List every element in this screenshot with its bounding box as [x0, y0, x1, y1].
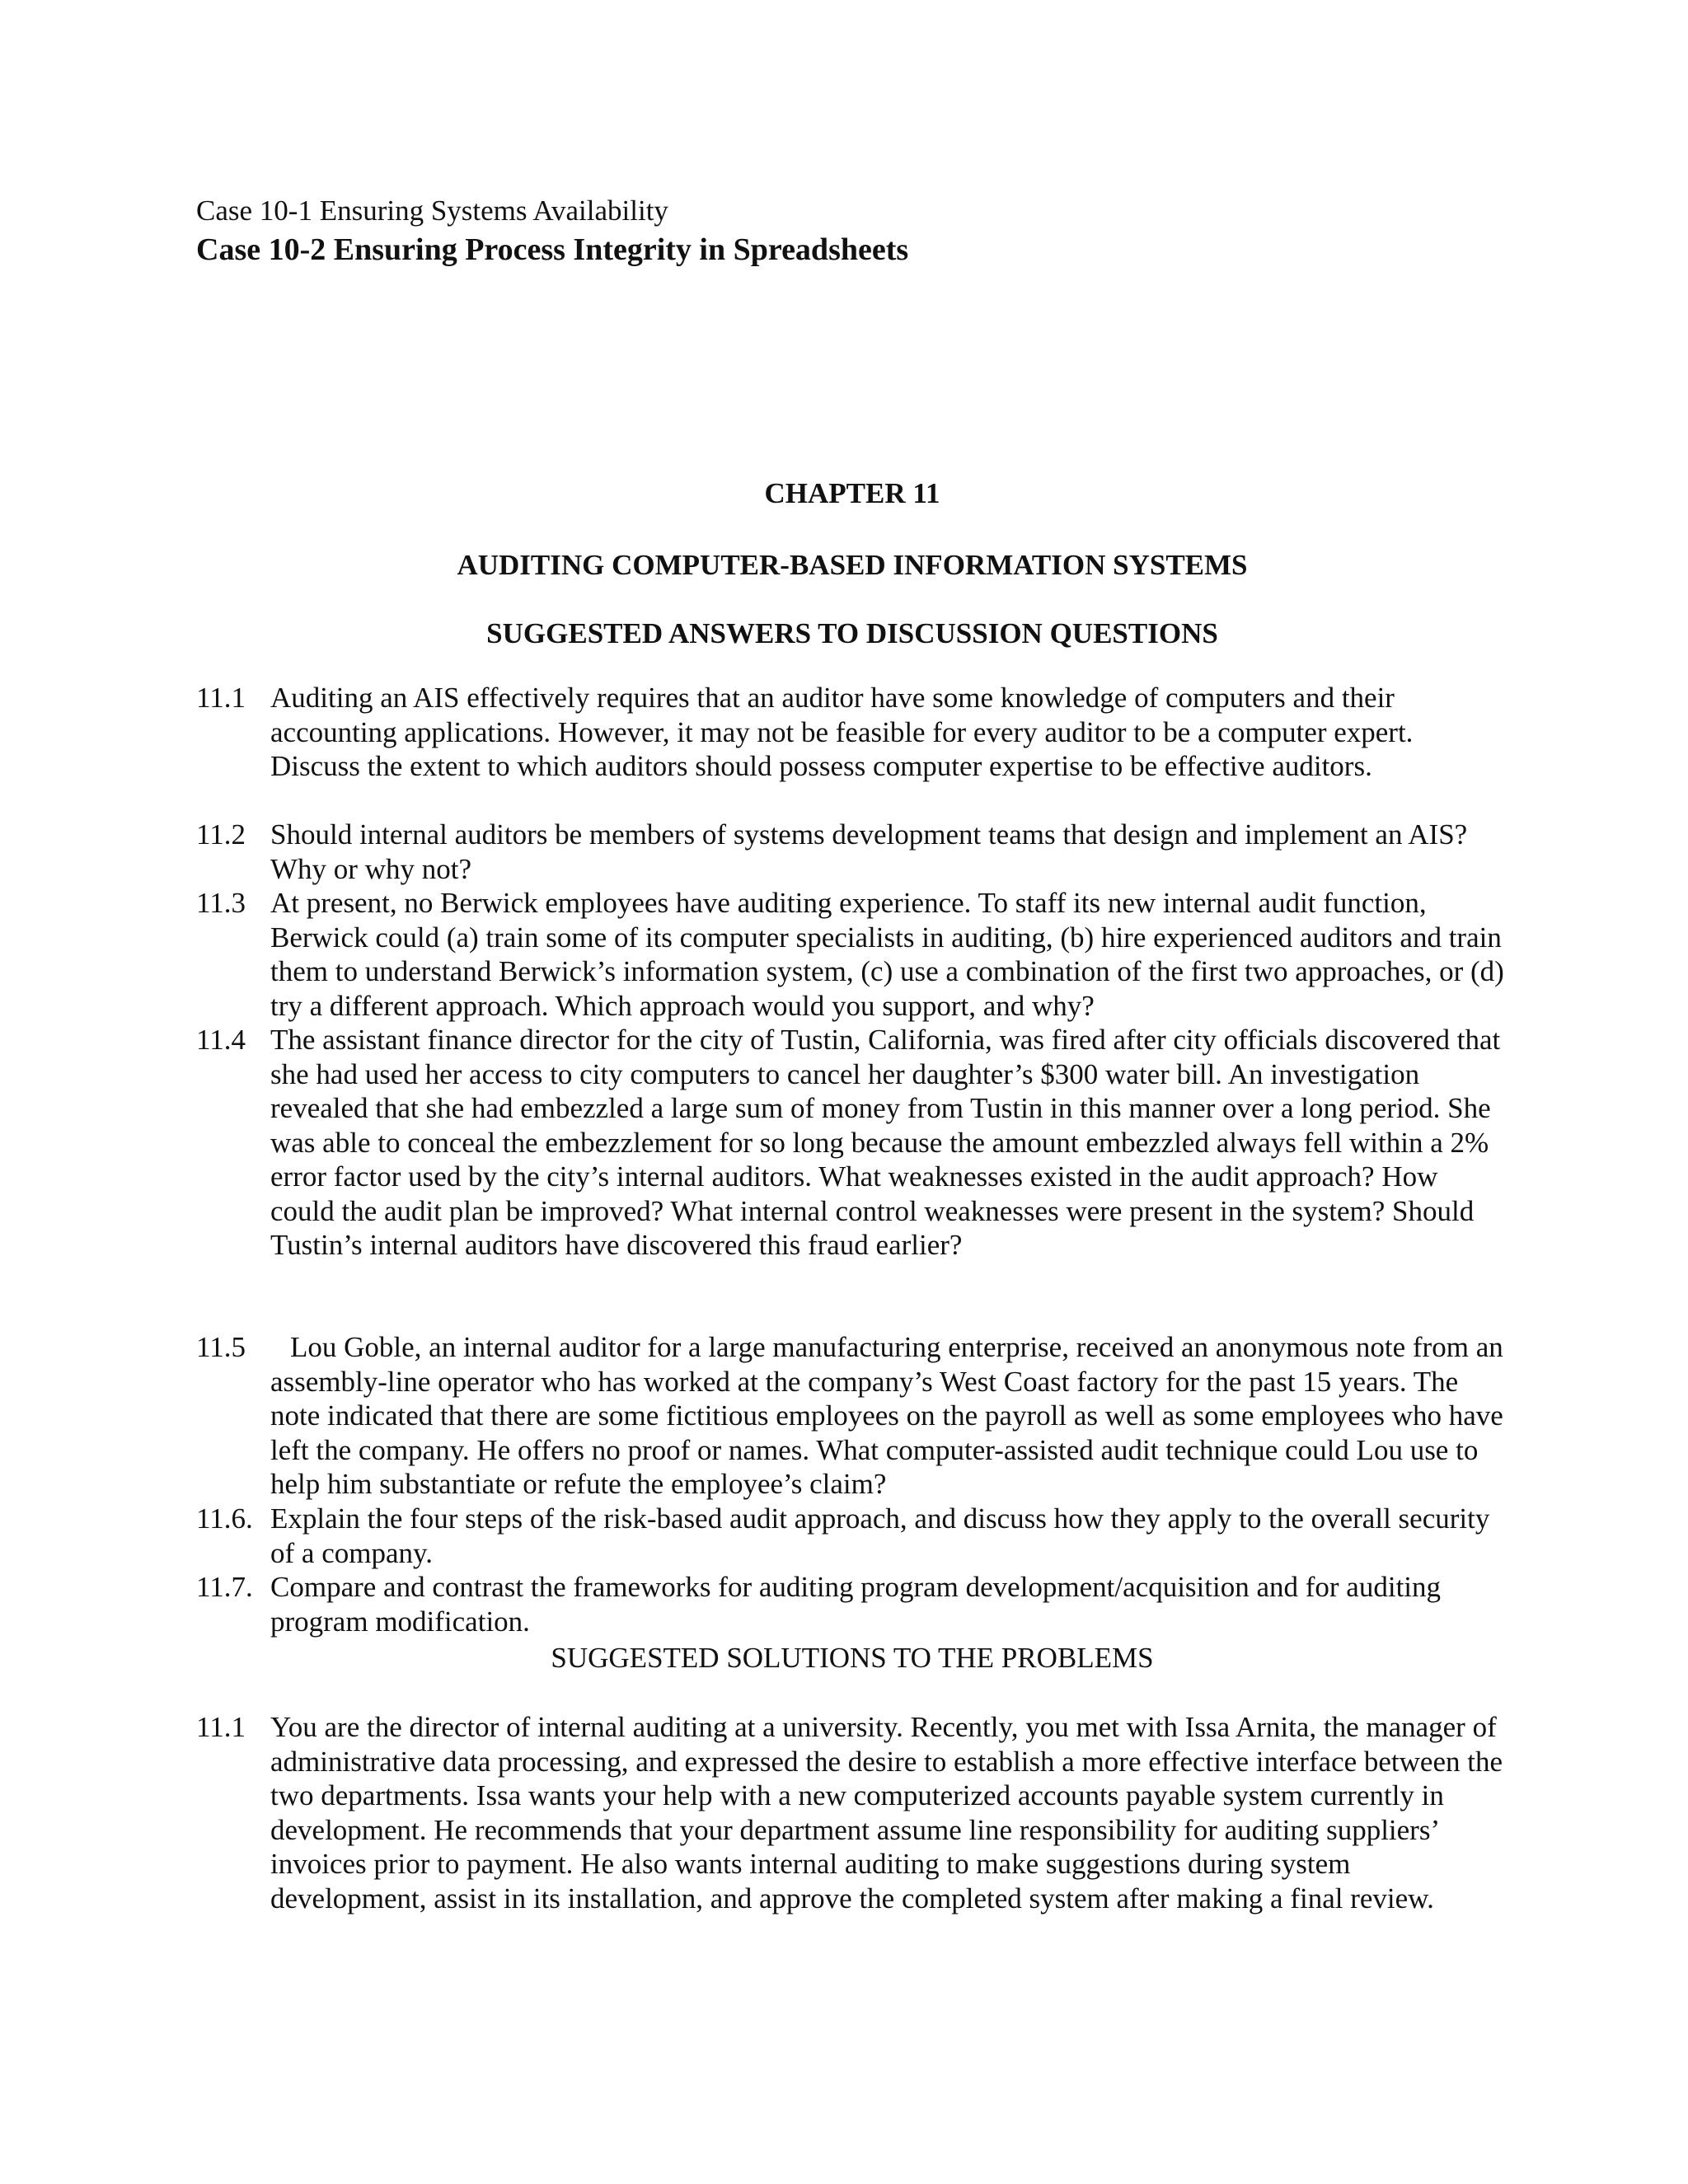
chapter-label: CHAPTER 11	[764, 477, 940, 509]
question-text: At present, no Berwick employees have auditing experience. To staff its new internal audit function, Berwick could (a) train some of its computer specialists in auditing, (b) hire experienced auditors and train them to understand Berwick’s information system, (c) use a combination of the first two approaches, or (d) try a different approach. Which approach would you support, and why?	[270, 887, 1504, 1022]
discussion-question-11-2	[196, 818, 1507, 886]
discussion-question-11-7	[196, 1570, 1507, 1638]
discussion-question-11-3	[196, 886, 1507, 1023]
question-text: The assistant finance director for the city of Tustin, California, was fired after city officials discovered that she had used her access to city computers to cancel her daughter’s $300 water bill. An investigation revealed that she had embezzled a large sum of money from Tustin in this manner over a long period. She was able to conceal the embezzlement for so long because the amount embezzled always fell within a 2% error factor used by the city’s internal auditors. What weaknesses existed in the audit approach? How could the audit plan be improved? What internal control weaknesses were present in the system? Should Tustin’s internal auditors have discovered this fraud earlier?	[270, 1024, 1501, 1261]
question-text: Compare and contrast the frameworks for auditing program development/acquisition and for auditing program modification.	[270, 1571, 1442, 1638]
discussion-question-11-4	[196, 1023, 1507, 1263]
question-text: Auditing an AIS effectively requires that an auditor have some knowledge of computers and their accounting applications. However, it may not be feasible for every auditor to be a computer expert. Discuss the extent to which auditors should possess computer expertise to be effective auditors.	[270, 682, 1414, 782]
question-text: Explain the four steps of the risk-based audit approach, and discuss how they apply to the overall security of a company.	[270, 1502, 1490, 1569]
case-10-1-heading: Case 10-1 Ensuring Systems Availability	[196, 194, 668, 227]
question-number: 11.4	[196, 1024, 246, 1056]
question-number: 11.1	[196, 682, 246, 714]
problem-number: 11.1	[196, 1711, 246, 1743]
question-text: Should internal auditors be members of systems development teams that design and implement an AIS? Why or why not?	[270, 818, 1468, 885]
chapter-title: AUDITING COMPUTER-BASED INFORMATION SYSTEMS	[457, 549, 1248, 581]
problems-heading: SUGGESTED SOLUTIONS TO THE PROBLEMS	[551, 1642, 1154, 1674]
problem-11-1	[196, 1710, 1507, 1915]
question-number: 11.7.	[196, 1571, 253, 1603]
problem-text: You are the director of internal auditing at a university. Recently, you met with Issa Arnita, the manager of administrative data processing, and expressed the desire to establish a more effective interface between the two departments. Issa wants your help with a new computerized accounts payable system currently in development. He recommends that your department assume line responsibility for auditing suppliers’ invoices prior to payment. He also wants internal auditing to make suggestions during system development, assist in its installation, and approve the completed system after making a final review.	[270, 1711, 1503, 1915]
discussion-question-11-6	[196, 1502, 1507, 1570]
question-number: 11.6.	[196, 1502, 253, 1535]
question-number: 11.5	[196, 1331, 246, 1363]
question-text: Lou Goble, an internal auditor for a large manufacturing enterprise, received an anonymous note from an assembly-line operator who has worked at the company’s West Coast factory for the past 15 years. The note indicated that there are some fictitious employees on the payroll as well as some employees who have left the company. He offers no proof or names. What computer-assisted audit technique could Lou use to help him substantiate or refute the employee’s claim?	[270, 1331, 1503, 1500]
case-10-2-heading: Case 10-2 Ensuring Process Integrity in Spreadsheets	[196, 232, 909, 267]
discussion-question-11-1	[196, 681, 1507, 784]
question-number: 11.3	[196, 887, 246, 919]
discussion-question-11-5	[196, 1330, 1507, 1502]
question-number: 11.2	[196, 818, 246, 851]
discussion-heading: SUGGESTED ANSWERS TO DISCUSSION QUESTIONS	[486, 617, 1218, 649]
